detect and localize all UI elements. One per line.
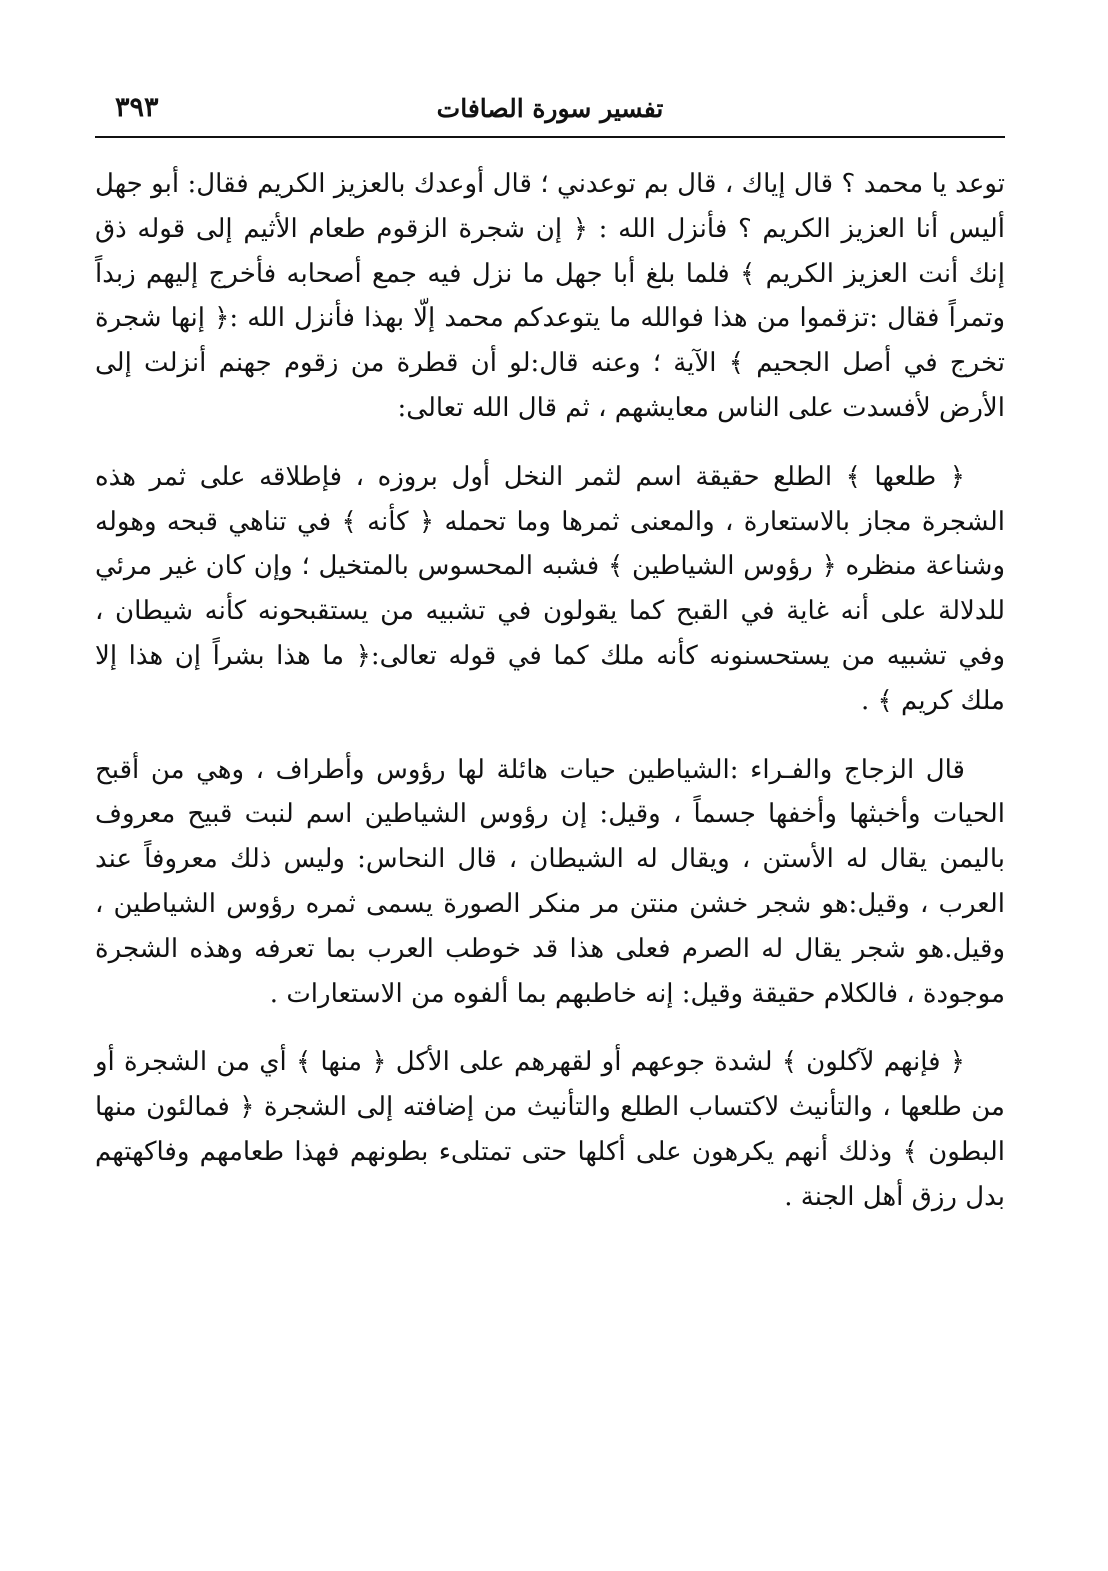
page-body	[95, 138, 1005, 1220]
page-number: ٣٩٣	[115, 92, 159, 123]
paragraph: ﴿ طلعها ﴾ الطلع حقيقة اسم لثمر النخل أول بروزه ، فإطلاقه على ثمر هذه الشجرة مجاز بالاستعارة ، والمعنى ثمرها وما تحمله ﴿ كأنه ﴾ في تناهي قبحه وهوله وشناعة منظره ﴿ رؤوس الشياطين ﴾ فشبه المحسوس بالمتخيل ؛ وإن كان غير مرئي للدلالة على أنه غاية في القبح كما يقولون في تشبيه من يستقبحونه كأنه شيطان ، وفي تشبيه من يستحسنونه كأنه ملك كما في قوله تعالى:﴿ ما هذا بشراً إن هذا إلا ملك كريم ﴾ .	[95, 461, 1005, 716]
paragraph: ﴿ فإنهم لآكلون ﴾ لشدة جوعهم أو لقهرهم على الأكل ﴿ منها ﴾ أي من الشجرة أو من طلعها ، والتأنيث لاكتساب الطلع والتأنيث من إضافته إلى الشجرة ﴿ فمالئون منها البطون ﴾ وذلك أنهم يكرهون على أكلها حتى تمتلىء بطونهم فهذا طعامهم وفاكهتهم بدل رزق أهل الجنة .	[95, 1047, 1005, 1212]
book-page	[95, 80, 1005, 1520]
running-title: تفسير سورة الصافات	[436, 94, 664, 123]
paragraph: توعد يا محمد ؟ قال إياك ، قال بم توعدني ؛ قال أوعدك بالعزيز الكريم فقال: أبو جهل أليس أنا العزيز الكريم ؟ فأنزل الله : ﴿ إن شجرة الزقوم طعام الأثيم إلى قوله ذق إنك أنت العزيز الكريم ﴾ فلما بلغ أبا جهل ما نزل فيه جمع أصحابه فأخرج إليهم زبداً وتمراً فقال :تزقموا من هذا فوالله ما يتوعدكم محمد إلّا بهذا فأنزل الله :﴿ إنها شجرة تخرج في أصل الجحيم ﴾ الآية ؛ وعنه قال:لو أن قطرة من زقوم جهنم أنزلت إلى الأرض لأفسدت على الناس معايشهم ، ثم قال الله تعالى:	[95, 169, 1005, 423]
paragraph: قال الزجاج والفـراء :الشياطين حيات هائلة لها رؤوس وأطراف ، وهي من أقبح الحيات وأخبثها وأخفها جسماً ، وقيل: إن رؤوس الشياطين اسم لنبت قبيح معروف باليمن يقال له الأستن ، ويقال له الشيطان ، قال النحاس: وليس ذلك معروفاً عند العرب ، وقيل:هو شجر خشن منتن مر منكر الصورة يسمى ثمره رؤوس الشياطين ، وقيل.هو شجر يقال له الصرم فعلى هذا قد خوطب العرب بما تعرفه وهذه الشجرة موجودة ، فالكلام حقيقة وقيل: إنه خاطبهم بما ألفوه من الاستعارات .	[95, 754, 1005, 1009]
page-header	[95, 80, 1005, 138]
